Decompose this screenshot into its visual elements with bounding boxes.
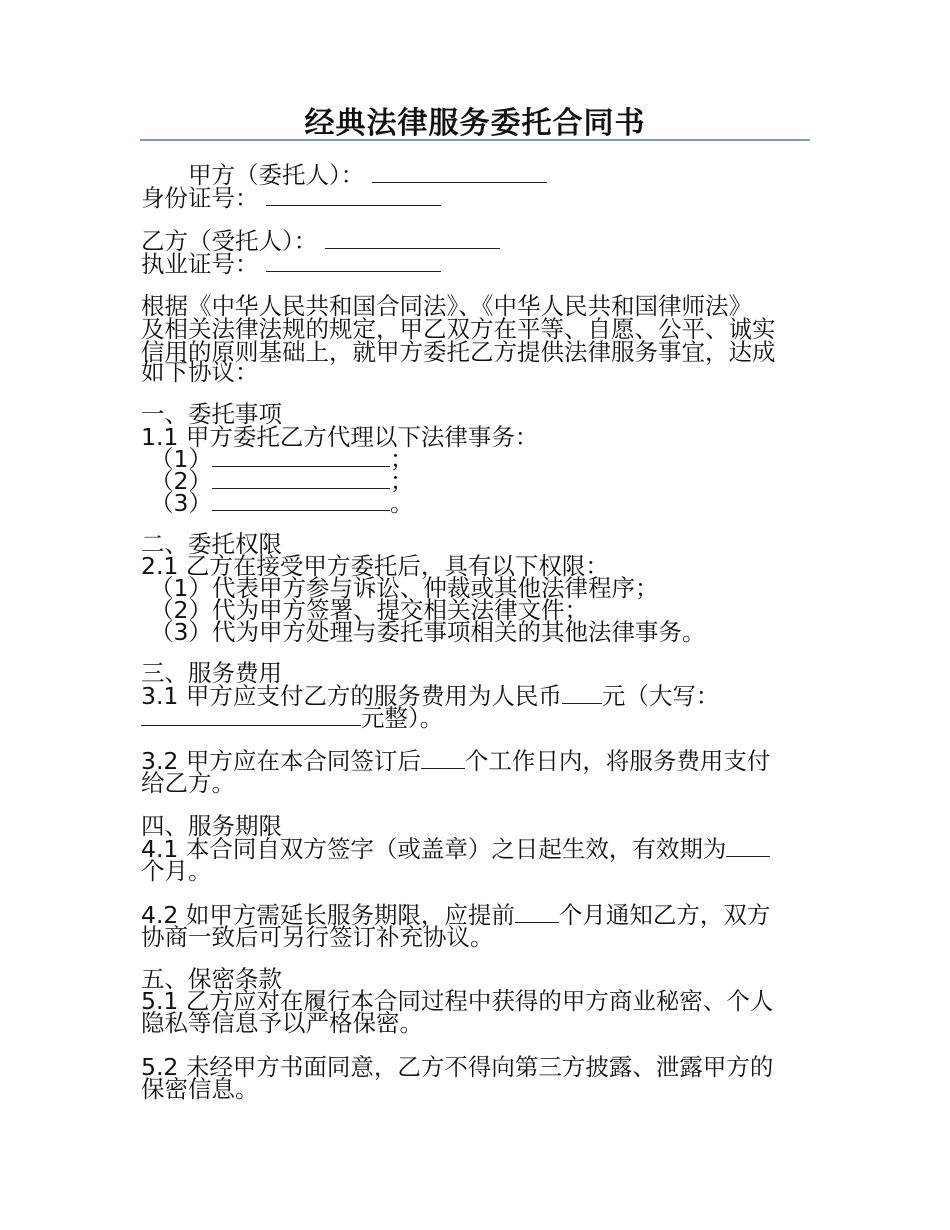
clause-5-2: 5.2 未经甲方书面同意，乙方不得向第三方披露、泄露甲方的 [141, 1053, 774, 1081]
preamble-line: 及相关法律法规的规定，甲乙双方在平等、自愿、公平、诚实 [141, 315, 776, 343]
authority-item: （3）代为甲方处理与委托事项相关的其他法律事务。 [150, 618, 706, 646]
section-heading: 一、委托事项 [141, 400, 282, 428]
party-b-label: 乙方（受托人）： [141, 227, 318, 255]
clause-3-1-cont [141, 705, 443, 731]
fee-uppercase-blank [141, 707, 361, 726]
matter-item [150, 490, 413, 516]
matter-item-end: ； [389, 467, 414, 495]
authority-item: （2）代为甲方签署、提交相关法律文件； [150, 596, 588, 624]
clause-3-1-text: 元（大写： [601, 682, 720, 710]
clause-1-1: 1.1 甲方委托乙方代理以下法律事务： [141, 423, 539, 451]
party-a-id-blank [266, 187, 441, 206]
section-heading: 四、服务期限 [141, 812, 282, 840]
term-months-blank [726, 838, 770, 857]
clause-4-1-text: 4.1 本合同自双方签字（或盖章）之日起生效，有效期为 [141, 835, 727, 863]
party-b-name-blank [325, 230, 500, 249]
clause-3-1-text: 3.1 甲方应支付乙方的服务费用为人民币 [141, 682, 562, 710]
party-a-id-line [141, 185, 441, 211]
matter-item-number: （3） [150, 489, 212, 517]
preamble-line: 根据《中华人民共和国合同法》、《中华人民共和国律师法》 [141, 292, 752, 320]
fee-amount-blank [562, 685, 602, 704]
matter-item-end: 。 [389, 489, 414, 517]
title-underline [140, 139, 810, 141]
matter-item-end: ； [389, 445, 414, 473]
matter-item-blank [212, 470, 390, 489]
section-heading: 三、服务费用 [141, 659, 282, 687]
matter-item-number: （1） [150, 445, 212, 473]
clause-2-1: 2.1 乙方在接受甲方委托后，具有以下权限： [141, 552, 609, 580]
payment-days-blank [421, 750, 465, 769]
party-b-license-blank [266, 253, 441, 272]
clause-5-1-cont: 隐私等信息予以严格保密。 [141, 1009, 423, 1037]
clause-5-2-cont: 保密信息。 [141, 1075, 259, 1103]
matter-item-blank [212, 448, 390, 467]
clause-4-2-cont: 协商一致后可另行签订补充协议。 [141, 923, 494, 951]
clause-4-2-text: 4.2 如甲方需延长服务期限，应提前 [141, 901, 515, 929]
party-b-license-line [141, 251, 441, 277]
party-b-license-label: 执业证号： [141, 250, 259, 278]
authority-item: （1）代表甲方参与诉讼、仲裁或其他法律程序； [150, 574, 659, 602]
section-heading: 二、委托权限 [141, 530, 282, 558]
clause-5-1: 5.1 乙方应对在履行本合同过程中获得的甲方商业秘密、个人 [141, 987, 774, 1015]
party-a-id-label: 身份证号： [141, 184, 259, 212]
clause-4-2-text: 个月通知乙方，双方 [558, 901, 771, 929]
matter-item-number: （2） [150, 467, 212, 495]
section-heading: 五、保密条款 [141, 965, 282, 993]
clause-3-1-text: 元整）。 [361, 704, 444, 732]
party-a-name-blank [372, 164, 547, 183]
preamble-line: 如下协议： [141, 358, 259, 386]
clause-4-1-cont: 个月。 [141, 857, 212, 885]
clause-4-1 [141, 836, 770, 862]
preamble-line: 信用的原则基础上，就甲方委托乙方提供法律服务事宜，达成 [141, 338, 776, 366]
clause-3-2 [141, 748, 770, 774]
clause-3-2-cont: 给乙方。 [141, 769, 235, 797]
document-title: 经典法律服务委托合同书 [304, 106, 646, 141]
party-a-label: 甲方（委托人）： [188, 161, 365, 189]
notice-months-blank [515, 904, 559, 923]
matter-item-blank [212, 492, 390, 511]
clause-3-2-text: 个工作日内，将服务费用支付 [464, 747, 771, 775]
clause-3-2-text: 3.2 甲方应在本合同签订后 [141, 747, 421, 775]
